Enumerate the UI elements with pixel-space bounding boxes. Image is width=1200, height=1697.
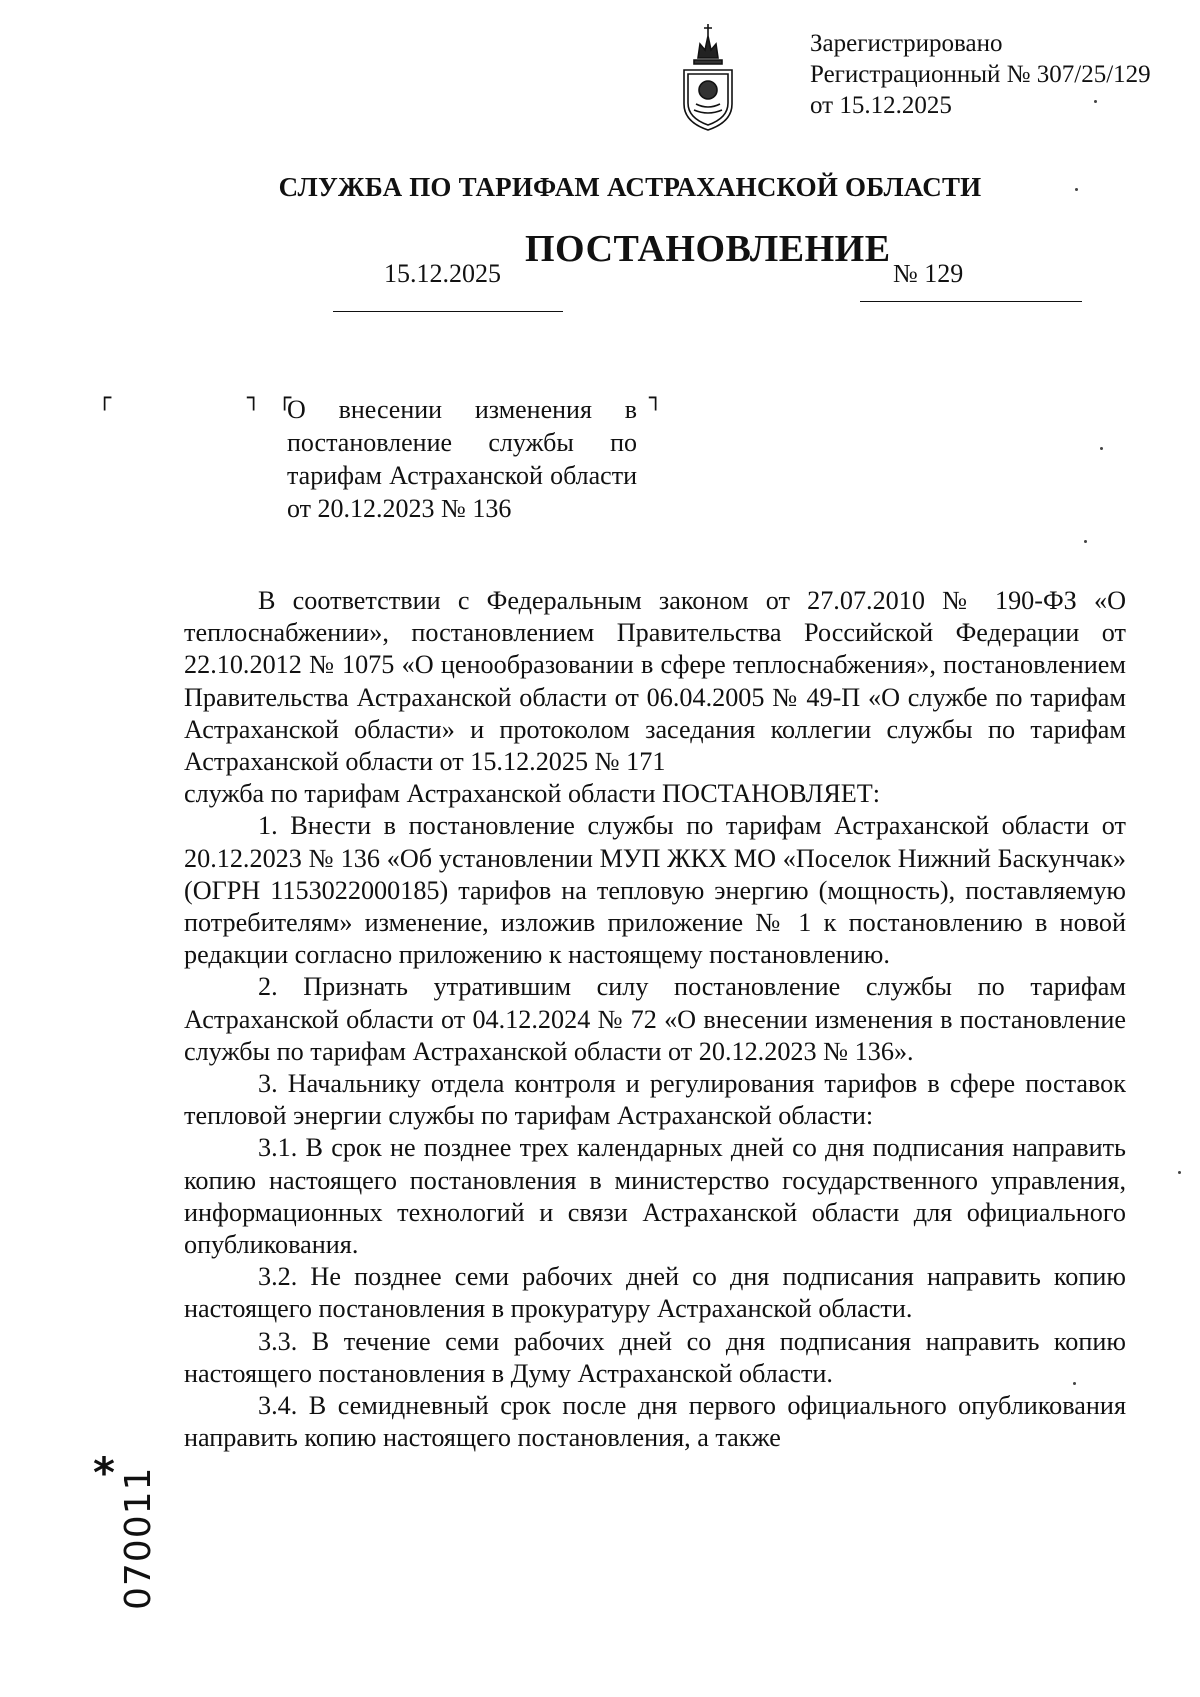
preamble-paragraph: В соответствии с Федеральным законом от 27.07.2010 № 190-ФЗ «О теплоснабжении», постановлением Правительства Российской Федерации от 22.10.2012 № 1075 «О ценообразовании в сфере теплоснабжения», постановлением Правительства Астраханской области от 06.04.2005 № 49-П «О службе по тарифам Астраханской области» и протоколом заседания коллегии службы по тарифам Астраханской области от 15.12.2025 № 171 bbox=[184, 586, 1126, 777]
clause-3: 3. Начальнику отдела контроля и регулирования тарифов в сфере поставок тепловой энергии службы по тарифам Астраханской области: bbox=[184, 1069, 1126, 1131]
agency-name: СЛУЖБА ПО ТАРИФАМ АСТРАХАНСКОЙ ОБЛАСТИ bbox=[278, 172, 982, 202]
scan-speck bbox=[1084, 540, 1087, 543]
document-number: № 129 bbox=[893, 259, 964, 288]
clause-3-3: 3.3. В течение семи рабочих дней со дня подписания направить копию настоящего постановления в Думу Астраханской области. bbox=[184, 1326, 1126, 1388]
scan-speck bbox=[1094, 100, 1097, 103]
clause-3-4: 3.4. В семидневный срок после дня первого официального опубликования направить копию настоящего постановления, а также bbox=[184, 1391, 1126, 1453]
document-subject: О внесении изменения в постановление службы по тарифам Астраханской области от 20.12.2023 № 136 bbox=[287, 395, 637, 523]
bracket-corner-right: ┐ bbox=[649, 386, 663, 411]
preamble-resolution: служба по тарифам Астраханской области ПОСТАНОВЛЯЕТ: bbox=[184, 779, 881, 809]
scan-speck bbox=[1075, 188, 1078, 191]
registration-line: Зарегистрировано bbox=[810, 30, 1003, 57]
margin-asterisk: * bbox=[93, 1448, 115, 1497]
clause-1: 1. Внести в постановление службы по тарифам Астраханской области от 20.12.2023 № 136 «Об установлении МУП ЖКХ МО «Поселок Нижний Баскунчак» (ОГРН 1153022000185) тарифов на тепловую энергию (мощность), поставляемую потребителям» изменение, изложив приложение № 1 к постановлению в новой редакции согласно приложению к настоящему постановлению. bbox=[184, 811, 1126, 970]
margin-serial-stamp: 070011 bbox=[118, 1466, 159, 1610]
scan-speck bbox=[1178, 1171, 1181, 1174]
date-underline bbox=[333, 311, 563, 312]
document-date: 15.12.2025 bbox=[384, 259, 501, 288]
document-body bbox=[184, 585, 1126, 1454]
bracket-corner-mid: ┐ bbox=[247, 386, 261, 411]
clause-2: 2. Признать утратившим силу постановление службы по тарифам Астраханской области от 04.12.2024 № 72 «О внесении изменения в постановление службы по тарифам Астраханской области от 20.12.2023 № 136». bbox=[184, 972, 1126, 1066]
scan-speck bbox=[1100, 447, 1103, 450]
clause-3-2: 3.2. Не позднее семи рабочих дней со дня подписания направить копию настоящего постановления в прокуратуру Астраханской области. bbox=[184, 1262, 1126, 1324]
coat-of-arms-emblem bbox=[676, 18, 740, 136]
registration-block bbox=[810, 28, 1151, 121]
registration-number: Регистрационный № 307/25/129 bbox=[810, 61, 1151, 88]
registration-date: от 15.12.2025 bbox=[810, 92, 952, 119]
clause-3-1: 3.1. В срок не позднее трех календарных дней со дня подписания направить копию настоящего постановления в министерство государственного управления, информационных технологий и связи Астраханской области для официального опубликования. bbox=[184, 1133, 1126, 1260]
scan-speck bbox=[1073, 1382, 1076, 1385]
bracket-corner-left: ┌ bbox=[98, 386, 112, 411]
document-type: ПОСТАНОВЛЕНИЕ bbox=[525, 228, 891, 270]
bracket-corner-subject: ┌ bbox=[278, 386, 292, 411]
number-underline bbox=[860, 301, 1082, 302]
